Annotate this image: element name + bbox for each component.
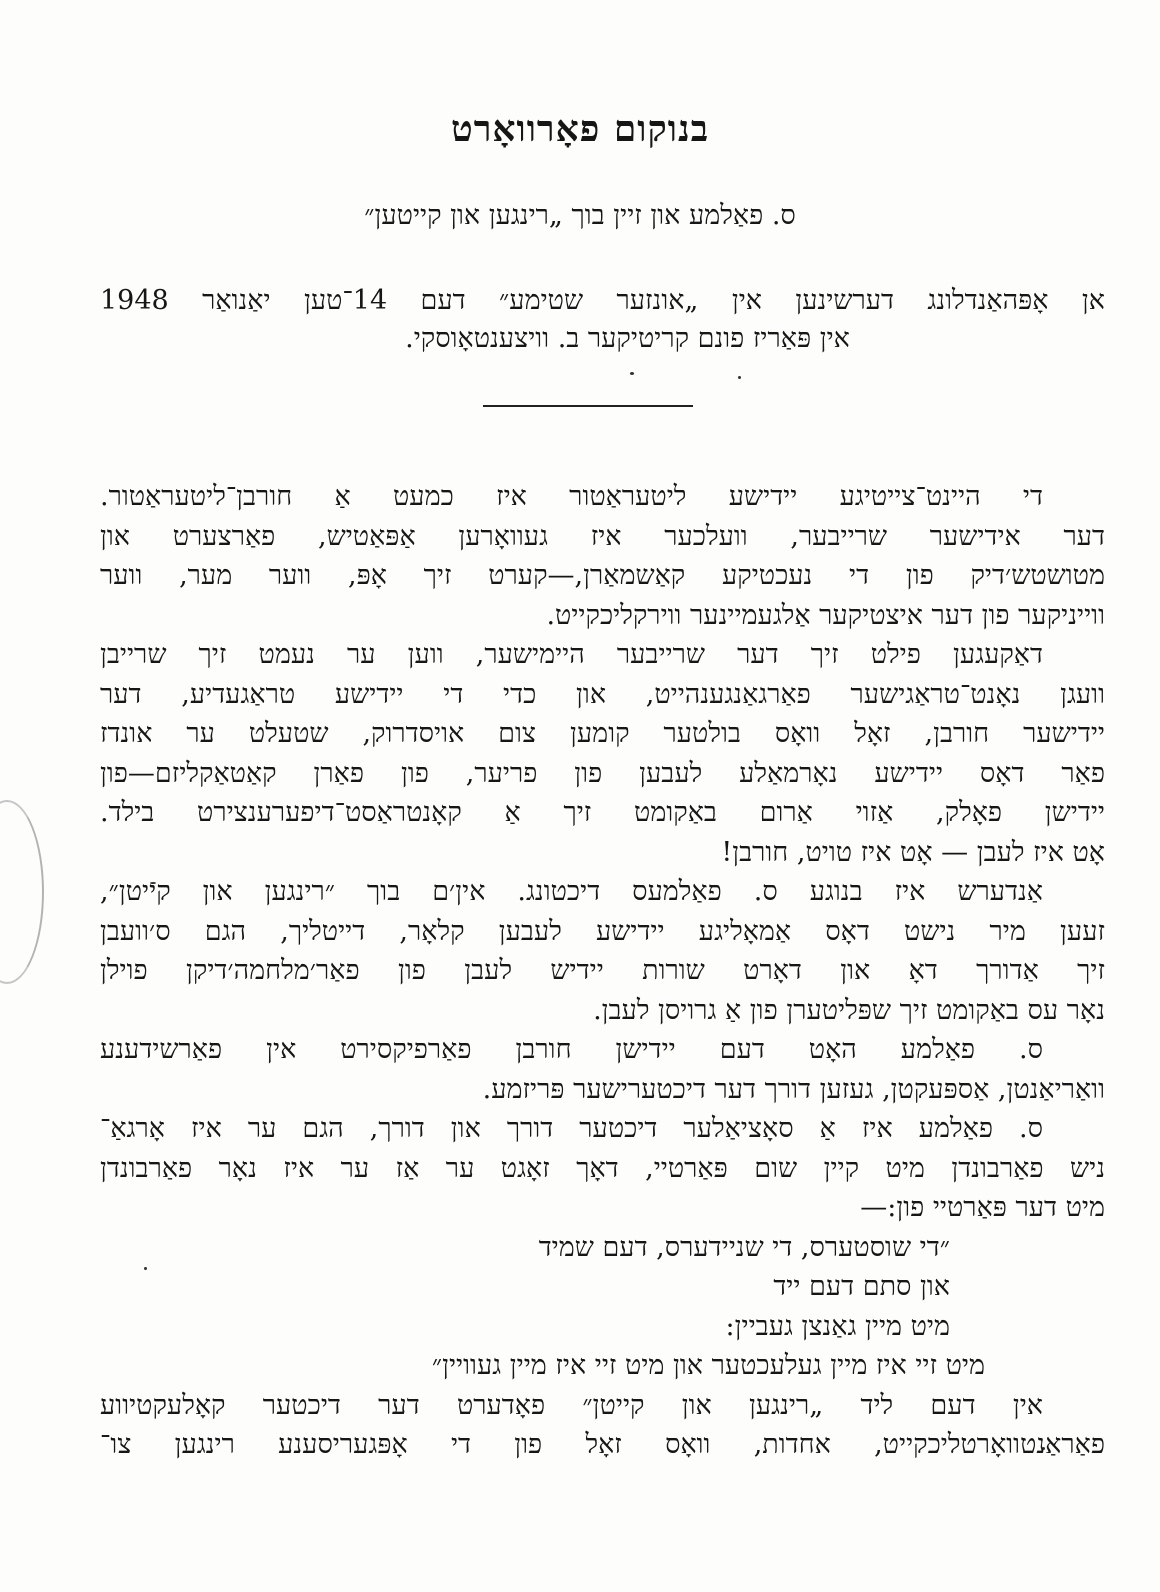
body-line: פאַר דאָס יידישע נאָרמאַלע לעבען פון פריער, פון פאַרן קאַטאַקליזם—פון — [100, 757, 1105, 789]
body-line: די היינט־צייטיגע יידישע ליטעראַטור איז כמעט אַ חורבן־ליטעראַטור. — [100, 481, 1043, 512]
poem-line: מיט מיין גאַנצן געביין: — [725, 1310, 950, 1342]
body-line: יידישער חורבן, זאָל וואָס בולטער קומען צום אויסדרוק, שטעלט ער אונדז — [100, 718, 1105, 749]
body-line: יידישן פאָלק, אַזוי אַרום באַקומט זיך אַ קאָנטראַסט־דיפערענצירט בילד. — [100, 797, 1105, 828]
body-line: אַנדערש איז בנוגע ס. פאַלמעס דיכטונג. אין׳ם בוך ״רינגען און קייטן״, — [100, 876, 1043, 907]
body-line: אָט איז לעבן — אָט איז טויט, חורבן! — [721, 836, 1105, 868]
publication-note-line: אן אָפּהאַנדלונג דערשינען אין „אונזער שטימע״ דעם 14־טען יאַנואַר 1948 — [100, 285, 1105, 316]
scan-speck — [630, 372, 634, 375]
body-line: דער אידישער שרייבער, וועלכער איז געוואָרען אַפּאַטיש, פאַרצערט און — [100, 520, 1105, 552]
publication-note-line: אין פּאַריז פונם קריטיקער ב. וויצענטאָוסקי. — [405, 323, 850, 354]
body-line: זעען מיר נישט דאָס אַמאָליגע יידישע לעבען קלאָר, דייטליך, הגם ס׳וועבן — [100, 915, 1105, 947]
body-line: וועגן נאָנט־טראַגישער פאַרגאַנגענהייט, און כדי די יידישע טראַגעדיע, דער — [100, 678, 1105, 710]
body-line: ס. פאַלמע איז אַ סאָציאַלער דיכטער דורך און דורך, הגם ער איז אָרגאַ־ — [100, 1113, 1043, 1144]
scan-shadow-arc — [0, 800, 44, 984]
body-line: וואַריאַנטן, אַספּעקטן, געזען דורך דער דיכטערישער פּריזמע. — [482, 1073, 1105, 1105]
body-line: ווייניקער פון דער איצטיקער אַלגעמיינער ווירקליכקייט. — [546, 599, 1105, 631]
body-text — [100, 477, 1105, 1465]
body-line: ניש פאַרבונדן מיט קיין שום פּאַרטיי, דאָך זאָגט ער אַז ער איז נאָר פאַרבונדן — [100, 1152, 1105, 1184]
page-title: בנוקום פאָרוואָרט — [450, 108, 710, 150]
section-divider — [483, 405, 693, 407]
poem-line: און סתם דעם ייד — [773, 1271, 950, 1302]
scan-speck — [738, 376, 741, 379]
body-line: אין דעם ליד „רינגען און קייטן״ פאָדערט דער דיכטער קאָלעקטיווע — [100, 1389, 1043, 1421]
body-line: זיך אַדורך דאָ און דאָרט שורות יידיש לעבן פון פאַר׳מלחמה׳דיקן פוילן — [100, 955, 1105, 986]
poem-line: מיט זיי איז מיין געלעכטער און מיט זיי איז מיין געוויין״ — [431, 1350, 985, 1381]
body-line: דאַקעגען פילט זיך דער שרייבער היימישער, ווען ער נעמט זיך שרייבן — [100, 639, 1043, 670]
body-line: ס. פאַלמע האָט דעם יידישן חורבן פאַרפיקסירט אין פאַרשידענע — [100, 1034, 1043, 1065]
body-line: נאָר עס באַקומט זיך שפּליטערן פון אַ גרויסן לעבן. — [593, 994, 1105, 1026]
page-subtitle: ס. פאַלמע און זיין בוך „רינגען און קייטען״ — [364, 200, 796, 231]
body-line: מטושטש׳דיק פון די נעכטיקע קאַשמאַרן,—קערט זיך אָפּ, ווער מער, ווער — [100, 560, 1105, 591]
publication-note — [100, 282, 1105, 358]
body-line: מיט דער פּאַרטיי פון:— — [860, 1192, 1105, 1223]
body-line: פאַראַנטוואָרטליכקייט, אחדות, וואָס זאָל פון די אָפּגעריסענע רינגען צו־ — [100, 1429, 1105, 1460]
poem-line: ״די שוסטערס, די שניידערס, דעם שמיד — [538, 1231, 950, 1263]
